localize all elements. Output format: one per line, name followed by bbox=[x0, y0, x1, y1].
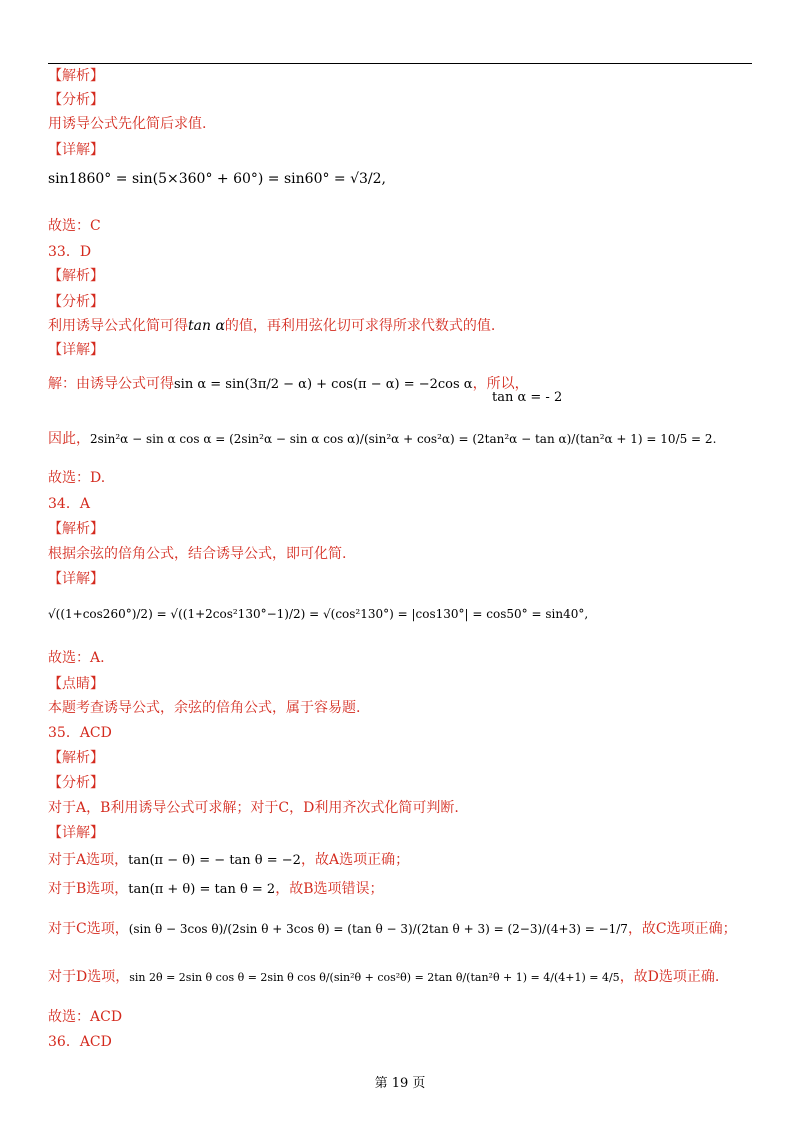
q34-remark: 本题考查诱导公式，余弦的倍角公式，属于容易题. bbox=[48, 700, 361, 716]
page-number: 第 19 页 bbox=[374, 1076, 426, 1091]
q35-option-b-label: 对于B选项， bbox=[48, 881, 129, 897]
tag-fenxi: 【分析】 bbox=[48, 294, 104, 310]
q35-option-a bbox=[48, 851, 409, 870]
q33-heading: 33．D bbox=[48, 244, 92, 260]
q32-answer: 故选：C bbox=[48, 218, 101, 234]
tag-jiexi: 【解析】 bbox=[48, 750, 104, 766]
q33-detail-line2-math: 2sin²α − sin α cos α = (2sin²α − sin α cos α)/(sin²α + cos²α) = (2tan²α − tan α)/(tan²α + 1) = 10/5 = 2. bbox=[90, 432, 717, 446]
q35-analysis: 对于A，B利用诱导公式可求解；对于C，D利用齐次式化简可判断. bbox=[48, 800, 459, 816]
q35-option-c-label: 对于C选项， bbox=[48, 921, 129, 937]
q33-detail-line1-math: sin α = sin(3π/2 − α) + cos(π − α) = −2cos α bbox=[174, 377, 473, 392]
tag-jiexi: 【解析】 bbox=[48, 68, 104, 84]
q33-detail-line2-pre: 因此， bbox=[48, 431, 90, 447]
tag-jiexi: 【解析】 bbox=[48, 521, 104, 537]
tag-xiangjie: 【详解】 bbox=[48, 571, 104, 587]
q35-option-c bbox=[48, 920, 737, 938]
tag-xiangjie: 【详解】 bbox=[48, 342, 104, 358]
q35-option-d-math: sin 2θ = 2sin θ cos θ = 2sin θ cos θ/(sin²θ + cos²θ) = 2tan θ/(tan²θ + 1) = 4/(4+1) = 4/5 bbox=[129, 971, 620, 984]
q35-option-d-verdict: ，故D选项正确. bbox=[619, 969, 720, 985]
q35-heading: 35．ACD bbox=[48, 725, 112, 741]
tag-fenxi: 【分析】 bbox=[48, 775, 104, 791]
tag-xiangjie: 【详解】 bbox=[48, 142, 104, 158]
q33-detail-line1-mid: ，所以， bbox=[472, 376, 529, 392]
q35-answer: 故选：ACD bbox=[48, 1009, 123, 1025]
q35-option-a-math: tan(π − θ) = − tan θ = −2 bbox=[128, 853, 301, 868]
q32-detail-math: sin1860° = sin(5×360° + 60°) = sin60° = √3/2, bbox=[48, 171, 387, 187]
tag-dianjing: 【点睛】 bbox=[48, 676, 104, 692]
q32-analysis: 用诱导公式先化简后求值. bbox=[48, 116, 207, 132]
q33-detail-line2 bbox=[48, 430, 716, 448]
q35-option-b-math: tan(π + θ) = tan θ = 2 bbox=[128, 882, 276, 897]
q33-detail-line1 bbox=[48, 375, 529, 394]
q32-detail bbox=[48, 168, 386, 190]
q35-option-d-label: 对于D选项， bbox=[48, 969, 130, 985]
q33-detail-line1-pre: 解：由诱导公式可得 bbox=[48, 376, 174, 392]
q36-heading: 36．ACD bbox=[48, 1034, 112, 1050]
q35-option-a-label: 对于A选项， bbox=[48, 852, 129, 868]
q33-analysis-math: tan α bbox=[188, 318, 225, 334]
q34-answer: 故选：A. bbox=[48, 650, 105, 666]
top-rule bbox=[48, 63, 752, 64]
q33-analysis bbox=[48, 317, 495, 335]
q35-option-b bbox=[48, 880, 384, 899]
q34-analysis: 根据余弦的倍角公式，结合诱导公式，即可化简. bbox=[48, 546, 347, 562]
q35-option-c-math: (sin θ − 3cos θ)/(2sin θ + 3cos θ) = (tan θ − 3)/(2tan θ + 3) = (2−3)/(4+3) = −1/7 bbox=[128, 922, 628, 936]
tag-xiangjie: 【详解】 bbox=[48, 825, 104, 841]
tag-fenxi: 【分析】 bbox=[48, 92, 104, 108]
q34-detail: √((1+cos260°)/2) = √((1+2cos²130°−1)/2) = √(cos²130°) = |cos130°| = cos50° = sin40°, bbox=[48, 607, 589, 621]
q35-option-a-verdict: ，故A选项正确； bbox=[300, 852, 410, 868]
q35-option-b-verdict: ，故B选项错误； bbox=[275, 881, 384, 897]
q33-analysis-pre: 利用诱导公式化简可得 bbox=[48, 318, 188, 334]
q33-detail-line1-post: tan α = - 2 bbox=[492, 390, 563, 405]
q33-answer: 故选：D. bbox=[48, 470, 106, 486]
q35-option-d bbox=[48, 968, 719, 987]
q33-analysis-post: 的值，再利用弦化切可求得所求代数式的值. bbox=[224, 318, 496, 334]
tag-jiexi: 【解析】 bbox=[48, 268, 104, 284]
q35-option-c-verdict: ，故C选项正确； bbox=[627, 921, 737, 937]
q34-heading: 34．A bbox=[48, 496, 90, 512]
